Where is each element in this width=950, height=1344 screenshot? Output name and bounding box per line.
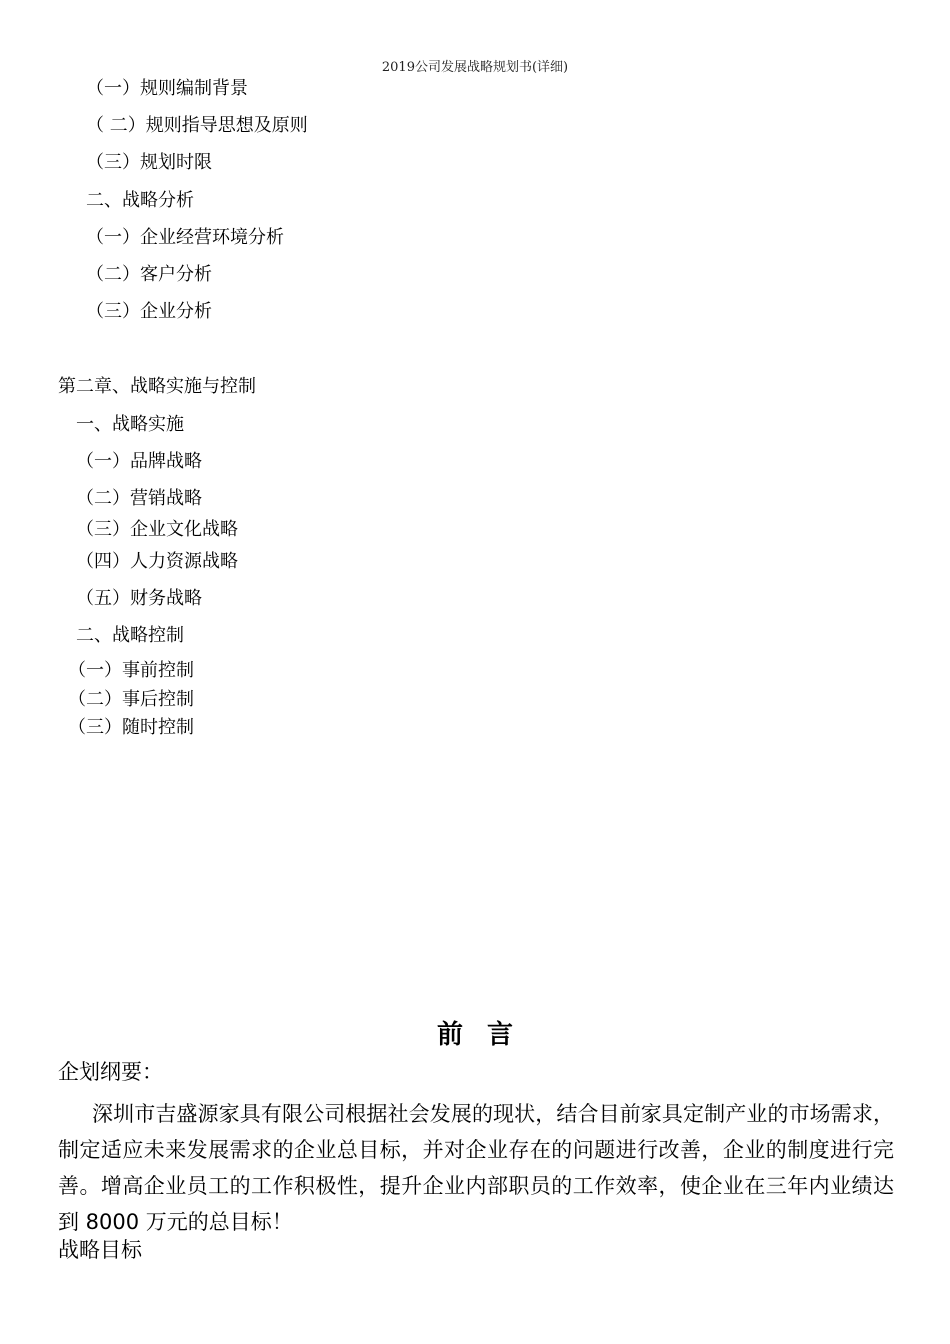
toc-item: （ 二）规则指导思想及原则 bbox=[86, 115, 308, 136]
toc-item: （五）财务战略 bbox=[76, 588, 202, 609]
toc-item: 二、战略分析 bbox=[86, 190, 194, 211]
toc-item: （三）企业分析 bbox=[86, 301, 212, 322]
toc-item: （一）事前控制 bbox=[68, 660, 194, 681]
toc-item: （一）企业经营环境分析 bbox=[86, 227, 284, 248]
toc-item: （二）客户分析 bbox=[86, 264, 212, 285]
toc-item: （二）营销战略 bbox=[76, 488, 202, 509]
toc-item: （三）随时控制 bbox=[68, 717, 194, 738]
toc-item: （四）人力资源战略 bbox=[76, 551, 238, 572]
toc-item: （三）企业文化战略 bbox=[76, 519, 238, 540]
toc-item: （二）事后控制 bbox=[68, 689, 194, 710]
preface-title: 前言 bbox=[436, 1020, 537, 1050]
page-header: 2019公司发展战略规划书(详细) bbox=[381, 60, 569, 75]
summary-paragraph: 深圳市吉盛源家具有限公司根据社会发展的现状，结合目前家具定制产业的市场需求，制定适应未来发展需求的企业总目标，并对企业存在的问题进行改善，企业的制度进行完善。增高企业员工的工作积极性，提升企业内部职员的工作效率，使企业在三年内业绩达到 8000 万元的总目标！ bbox=[58, 1102, 894, 1234]
goal-label: 战略目标 bbox=[58, 1238, 142, 1262]
toc-item: （三）规划时限 bbox=[86, 152, 212, 173]
toc-item: （一）品牌战略 bbox=[76, 451, 202, 472]
toc-item: （一）规则编制背景 bbox=[86, 78, 248, 99]
toc-item: 一、战略实施 bbox=[76, 414, 184, 435]
summary-label: 企划纲要： bbox=[58, 1060, 163, 1084]
toc-chapter-heading: 第二章、战略实施与控制 bbox=[58, 376, 256, 397]
toc-item: 二、战略控制 bbox=[76, 625, 184, 646]
